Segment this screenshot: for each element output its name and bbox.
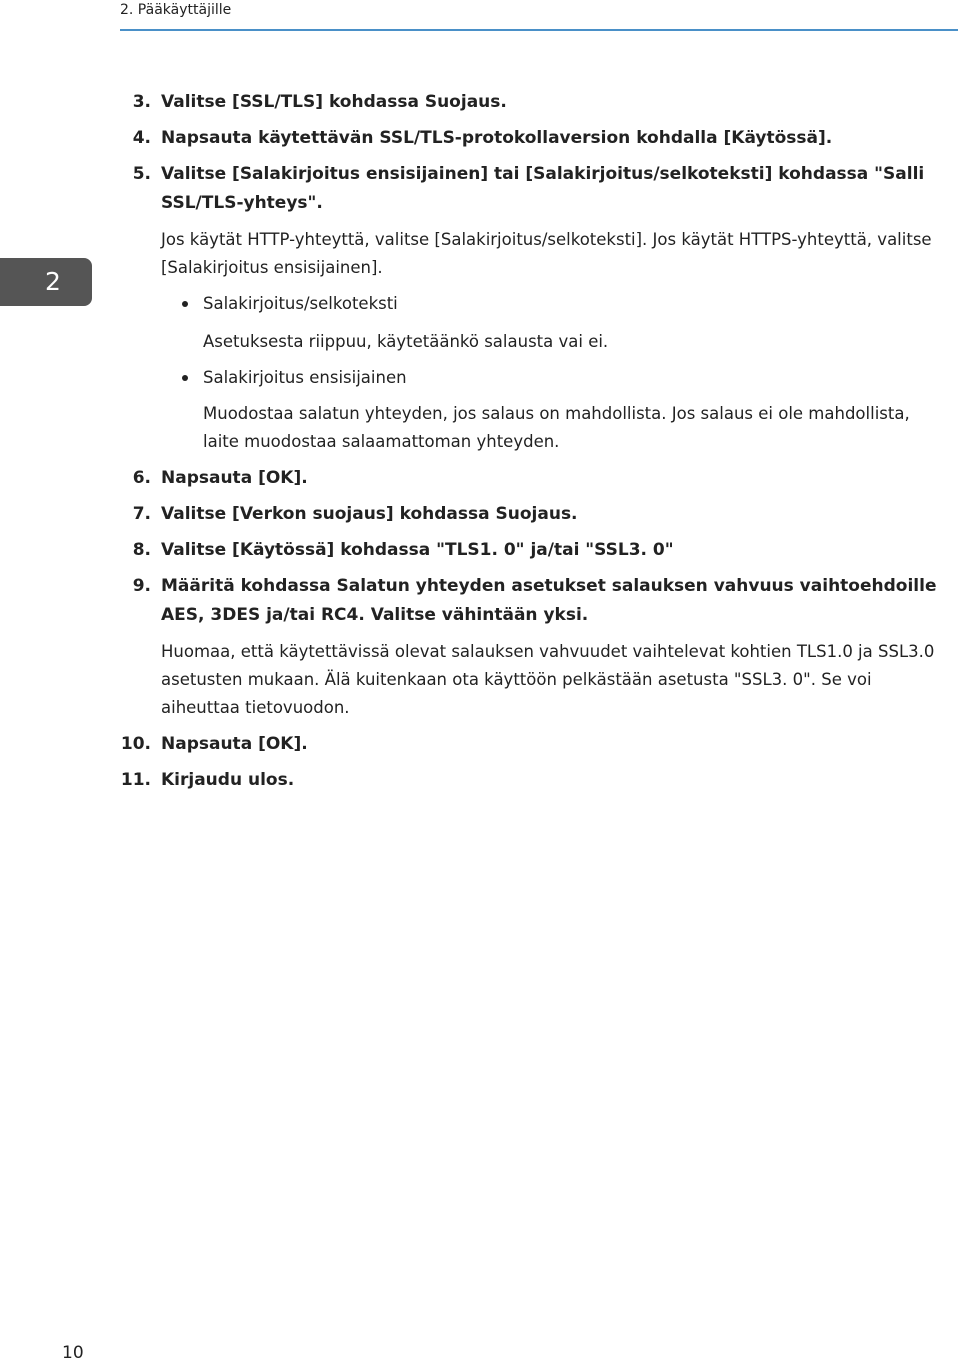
step-10 <box>120 730 951 759</box>
step-text: Kirjaudu ulos. <box>161 770 295 790</box>
step-6 <box>132 464 951 493</box>
bullet-description: Muodostaa salatun yhteyden, jos salaus on mahdollista. Jos salaus ei ole mahdollista, laite muodostaa salaamattoman yhteyden. <box>203 404 910 451</box>
step-9 <box>132 572 951 630</box>
step-5-note: Jos käytät HTTP-yhteyttä, valitse [Salakirjoitus/selkoteksti]. Jos käytät HTTPS-yhteyttä, valitse [Salakirjoitus ensisijainen]. <box>161 230 932 277</box>
step-number: 8. <box>132 540 151 560</box>
step-11 <box>120 766 951 795</box>
step-number: 7. <box>132 504 151 524</box>
bullet-item <box>203 290 943 318</box>
step-number: 10. <box>120 734 151 754</box>
step-number: 5. <box>132 164 151 184</box>
bullet-dot-icon <box>182 375 188 381</box>
bullet-item <box>203 364 943 392</box>
step-text: Valitse [Verkon suojaus] kohdassa Suojaus. <box>161 504 578 524</box>
page-header <box>120 0 958 31</box>
step-text: Valitse [SSL/TLS] kohdassa Suojaus. <box>161 92 507 112</box>
step-text: Valitse [Salakirjoitus ensisijainen] tai [Salakirjoitus/selkoteksti] kohdassa "Salli SSL/TLS-yhteys". <box>161 164 925 213</box>
bullet-dot-icon <box>182 301 188 307</box>
step-number: 4. <box>132 128 151 148</box>
step-text: Napsauta [OK]. <box>161 734 308 754</box>
chapter-tab: 2 <box>0 258 92 306</box>
step-text: Määritä kohdassa Salatun yhteyden asetukset salauksen vahvuus vaihtoehdoille AES, 3DES ja/tai RC4. Valitse vähintään yksi. <box>161 576 937 625</box>
step-3 <box>132 88 951 117</box>
step-text: Napsauta [OK]. <box>161 468 308 488</box>
step-5 <box>132 160 951 218</box>
step-number: 3. <box>132 92 151 112</box>
chapter-title: 2. Pääkäyttäjille <box>120 2 232 18</box>
step-9-note: Huomaa, että käytettävissä olevat salauksen vahvuudet vaihtelevat kohtien TLS1.0 ja SSL3.0 asetusten mukaan. Älä kuitenkaan ota käyttöön pelkästään asetusta "SSL3. 0". Se voi aiheuttaa tietovuodon. <box>161 642 935 717</box>
step-number: 11. <box>120 770 151 790</box>
step-7 <box>132 500 951 529</box>
step-4 <box>132 124 951 153</box>
bullet-description: Asetuksesta riippuu, käytetäänkö salausta vai ei. <box>203 332 609 351</box>
bullet-title: Salakirjoitus ensisijainen <box>203 368 407 387</box>
step-text: Valitse [Käytössä] kohdassa "TLS1. 0" ja/tai "SSL3. 0" <box>161 540 674 560</box>
page-number: 10 <box>62 1343 84 1363</box>
step-8 <box>132 536 951 565</box>
step-text: Napsauta käytettävän SSL/TLS-protokollaversion kohdalla [Käytössä]. <box>161 128 833 148</box>
bullet-title: Salakirjoitus/selkoteksti <box>203 294 398 313</box>
step-number: 9. <box>132 576 151 596</box>
step-number: 6. <box>132 468 151 488</box>
